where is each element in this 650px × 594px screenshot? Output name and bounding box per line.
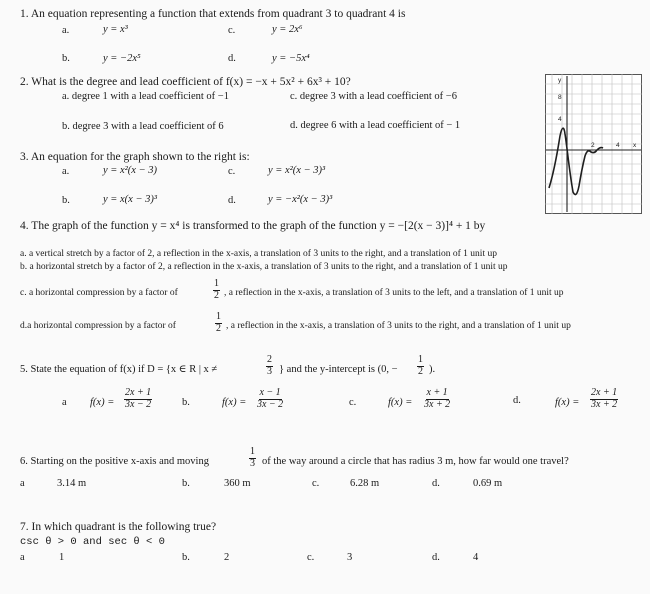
q5-option-b-fraction[interactable] — [256, 388, 284, 410]
q5-option-b-lhs[interactable]: f(x) = — [222, 397, 247, 408]
q6-num: 1 — [250, 446, 255, 457]
q5-option-c-lhs[interactable]: f(x) = — [388, 397, 413, 408]
q5-b-num: x − 1 — [259, 387, 281, 398]
q7-option-a-label[interactable]: a — [20, 552, 25, 563]
q5-option-a-fraction[interactable] — [124, 388, 152, 410]
q5-a-num: 2x + 1 — [125, 387, 152, 398]
q5-b-den: 3x − 2 — [257, 398, 284, 410]
q5-stem: 5. State the equation of f(x) if D = {x ∈ R | x ≠ — [20, 364, 218, 375]
q5-domain-fraction — [266, 355, 273, 377]
q6-option-c-label[interactable]: c. — [312, 478, 320, 489]
q5-yint-num: 1 — [418, 354, 423, 365]
q2-option-a[interactable]: a. degree 1 with a lead coefficient of −1 — [62, 91, 229, 102]
q3-option-d[interactable]: y = −x²(x − 3)³ — [268, 194, 333, 205]
q5-stem-end: ). — [429, 364, 436, 375]
q1-option-d[interactable]: y = −5x⁴ — [272, 53, 310, 64]
q4-option-a[interactable]: a. a vertical stretch by a factor of 2, a reflection in the x-axis, a translation of 3 units to the right, and a translation of 1 unit up — [20, 249, 497, 259]
q4-stem: 4. The graph of the function y = x⁴ is transformed to the graph of the function y = −[2(x − 3)]⁴ + 1 by — [20, 220, 486, 232]
q1-option-b[interactable]: y = −2x⁵ — [103, 53, 141, 64]
q4-option-c-text[interactable]: c. a horizontal compression by a factor of — [20, 288, 178, 298]
q5-domain-num: 2 — [267, 354, 272, 365]
q3-option-c[interactable]: y = x²(x − 3)³ — [268, 165, 326, 176]
q1-stem: 1. An equation representing a function that extends from quadrant 3 to quadrant 4 is — [20, 8, 406, 20]
q5-option-c-fraction[interactable] — [423, 388, 451, 410]
graph-x-tick-2: 2 — [591, 142, 595, 149]
q4-option-c-rest[interactable]: , a reflection in the x-axis, a translation of 3 units to the left, and a translation of 1 unit up — [224, 288, 564, 298]
q4-c-den: 2 — [214, 289, 219, 301]
q7-option-b-label[interactable]: b. — [182, 552, 190, 563]
q7-option-a[interactable]: 1 — [59, 552, 65, 563]
q3-stem: 3. An equation for the graph shown to the right is: — [20, 151, 250, 163]
q5-yint-fraction — [417, 355, 424, 377]
q3-option-b-label[interactable]: b. — [62, 195, 70, 206]
q5-stem-mid: } and the y-intercept is (0, − — [279, 364, 398, 375]
q4-c-num: 1 — [214, 278, 219, 289]
q4-option-d-rest[interactable]: , a reflection in the x-axis, a translation of 3 units to the right, and a translation of 1 unit up — [226, 321, 571, 331]
q5-d-num: 2x + 1 — [591, 387, 618, 398]
q1-option-d-label[interactable]: d. — [228, 53, 236, 64]
q5-option-a-label[interactable]: a — [62, 397, 67, 408]
q6-stem: 6. Starting on the positive x-axis and moving — [20, 456, 209, 467]
q6-option-c[interactable]: 6.28 m — [350, 478, 380, 489]
q3-option-b[interactable]: y = x(x − 3)³ — [103, 194, 158, 205]
q2-option-c[interactable]: c. degree 3 with a lead coefficient of −6 — [290, 91, 457, 102]
q7-condition: csc θ > 0 and sec θ < 0 — [20, 536, 165, 548]
q5-option-a-lhs[interactable]: f(x) = — [90, 397, 115, 408]
q5-a-den: 3x − 2 — [125, 398, 152, 410]
q1-option-a-label[interactable]: a. — [62, 25, 70, 36]
q5-option-c-label[interactable]: c. — [349, 397, 357, 408]
q3-option-a[interactable]: y = x²(x − 3) — [103, 165, 158, 176]
q6-option-a[interactable]: 3.14 m — [57, 478, 87, 489]
q6-option-a-label[interactable]: a — [20, 478, 25, 489]
q7-option-d[interactable]: 4 — [473, 552, 479, 563]
q4-d-den: 2 — [216, 322, 221, 334]
q1-option-c-label[interactable]: c. — [228, 25, 236, 36]
q5-option-d-fraction[interactable] — [590, 388, 618, 410]
q5-option-d-lhs[interactable]: f(x) = — [555, 397, 580, 408]
q3-option-c-label[interactable]: c. — [228, 166, 236, 177]
q2-option-d[interactable]: d. degree 6 with a lead coefficient of − 1 — [290, 120, 461, 131]
q5-option-d-label[interactable]: d. — [513, 395, 521, 406]
q7-option-b[interactable]: 2 — [224, 552, 230, 563]
graph-y-tick-4: 4 — [558, 116, 562, 123]
q6-fraction — [249, 447, 256, 469]
q4-option-c-fraction — [213, 279, 220, 301]
q6-stem-rest: of the way around a circle that has radius 3 m, how far would one travel? — [262, 456, 569, 467]
graph-x-tick-4: 4 — [616, 142, 620, 149]
q6-option-d-label[interactable]: d. — [432, 478, 440, 489]
graph-x-axis-label: x — [633, 142, 637, 149]
q2-option-b[interactable]: b. degree 3 with a lead coefficient of 6 — [62, 121, 224, 132]
q5-c-den: 3x + 2 — [424, 398, 451, 410]
q7-option-c-label[interactable]: c. — [307, 552, 315, 563]
q1-option-b-label[interactable]: b. — [62, 53, 70, 64]
q4-option-d-text[interactable]: d.a horizontal compression by a factor of — [20, 321, 176, 331]
q6-option-d[interactable]: 0.69 m — [473, 478, 503, 489]
q5-c-num: x + 1 — [426, 387, 448, 398]
q2-stem: 2. What is the degree and lead coefficient of f(x) = −x + 5x² + 6x³ + 10? — [20, 76, 351, 88]
q7-option-c[interactable]: 3 — [347, 552, 353, 563]
q5-yint-den: 2 — [418, 365, 423, 377]
q5-domain-den: 3 — [267, 365, 272, 377]
q3-option-d-label[interactable]: d. — [228, 195, 236, 206]
q6-den: 3 — [250, 457, 255, 469]
q4-option-b[interactable]: b. a horizontal stretch by a factor of 2, a reflection in the x-axis, a translation of 3 units to the right, and a translation of 1 unit up — [20, 262, 508, 272]
q6-option-b-label[interactable]: b. — [182, 478, 190, 489]
q6-option-b[interactable]: 360 m — [224, 478, 251, 489]
graph-y-tick-8: 8 — [558, 94, 562, 101]
q5-option-b-label[interactable]: b. — [182, 397, 190, 408]
q4-d-num: 1 — [216, 311, 221, 322]
q4-option-d-fraction — [215, 312, 222, 334]
q3-graph — [545, 74, 642, 214]
q7-stem: 7. In which quadrant is the following true? — [20, 521, 217, 533]
q1-option-c[interactable]: y = 2x⁶ — [272, 24, 303, 35]
q7-option-d-label[interactable]: d. — [432, 552, 440, 563]
q1-option-a[interactable]: y = x³ — [103, 24, 128, 35]
graph-y-axis-label: y — [558, 77, 562, 84]
q5-d-den: 3x + 2 — [591, 398, 618, 410]
q3-option-a-label[interactable]: a. — [62, 166, 70, 177]
